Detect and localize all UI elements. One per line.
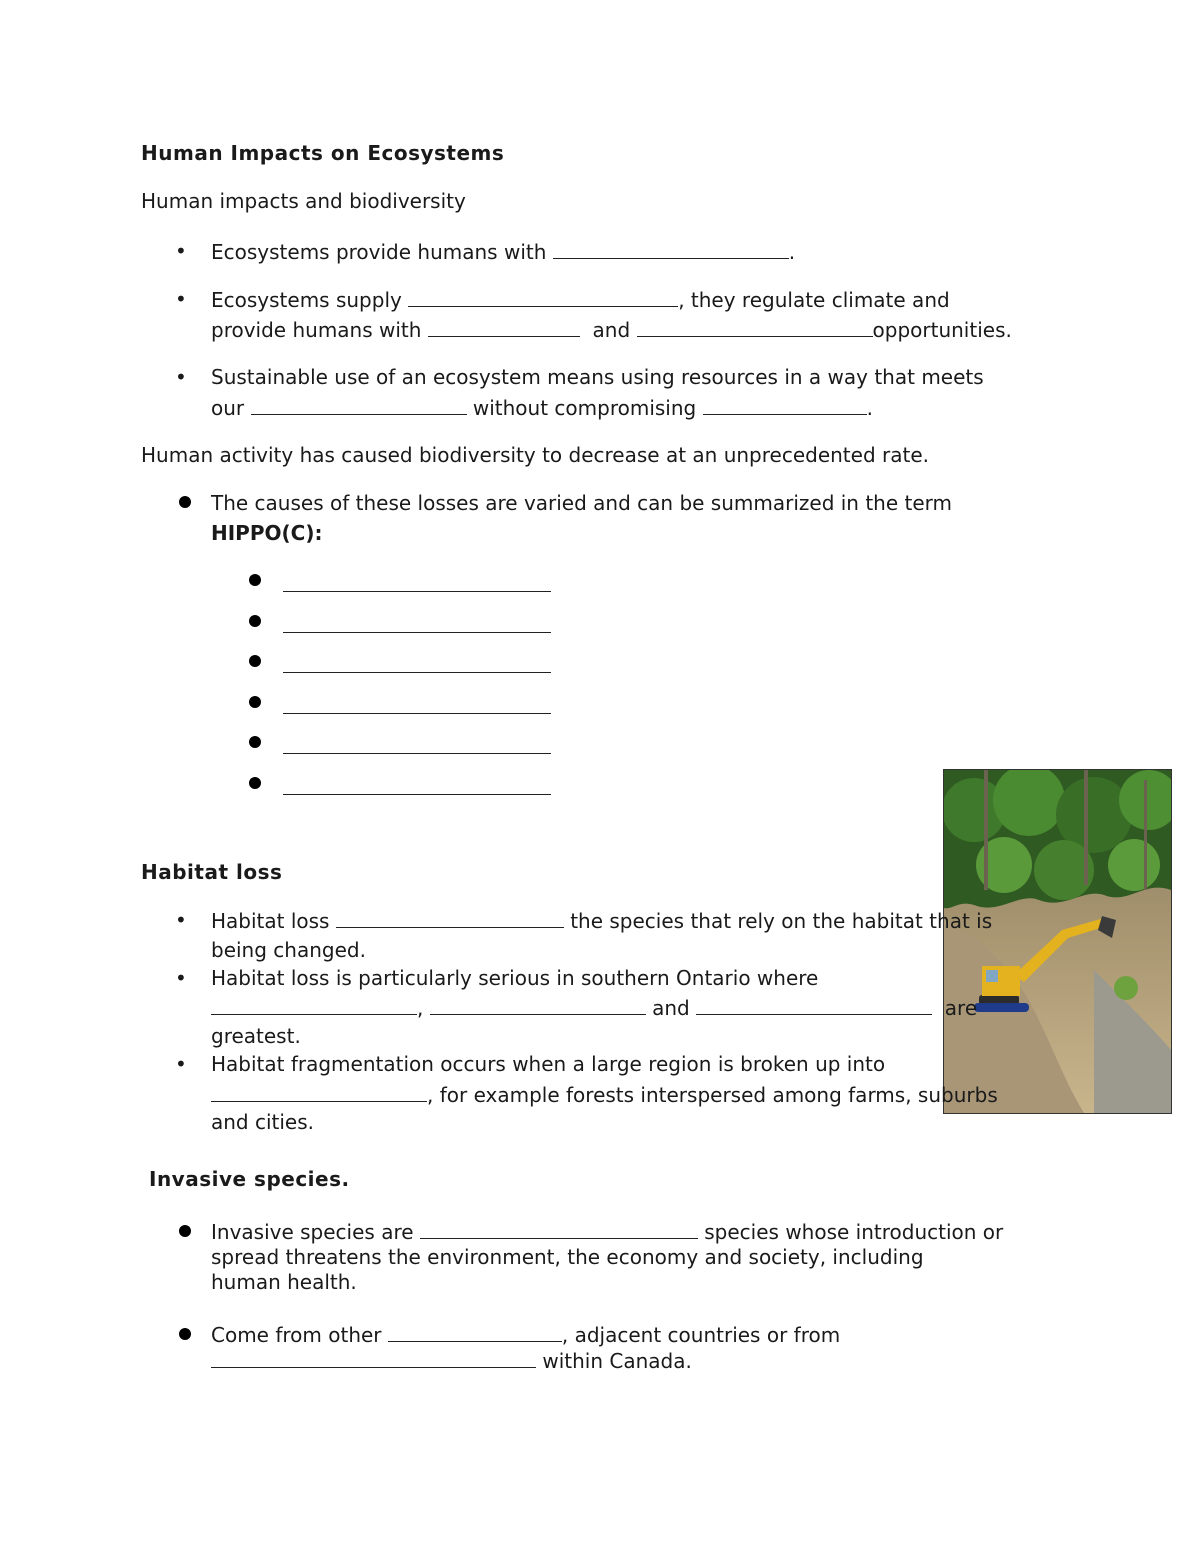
list-item bbox=[211, 905, 992, 936]
bullet-icon bbox=[179, 1328, 191, 1340]
hippo-term: HIPPO(C): bbox=[211, 521, 323, 545]
list-item-continuation: being changed. bbox=[211, 938, 366, 962]
list-item: Sustainable use of an ecosystem means using resources in a way that meets bbox=[211, 365, 984, 389]
item-text: Come from other bbox=[211, 1323, 382, 1347]
item-text: Ecosystems provide humans with bbox=[211, 240, 547, 264]
item-text: . bbox=[866, 396, 873, 420]
fill-in-blank[interactable] bbox=[211, 1345, 536, 1368]
bullet-icon bbox=[179, 496, 191, 508]
fill-in-blank[interactable] bbox=[283, 753, 551, 754]
fill-in-blank[interactable] bbox=[388, 1319, 562, 1342]
statement-text: Human activity has caused biodiversity to decrease at an unprecedented rate. bbox=[141, 443, 929, 467]
fill-in-blank[interactable] bbox=[553, 236, 789, 259]
fill-in-blank[interactable] bbox=[211, 1079, 427, 1102]
bullet-icon: • bbox=[175, 908, 187, 932]
fill-in-blank[interactable] bbox=[283, 632, 551, 633]
list-item bbox=[211, 284, 950, 315]
item-text: , for example forests interspersed among farms, suburbs bbox=[427, 1083, 998, 1107]
item-text: Habitat loss bbox=[211, 909, 330, 933]
item-text: , bbox=[417, 996, 424, 1020]
page-title: Human Impacts on Ecosystems bbox=[141, 141, 505, 165]
item-text: provide humans with bbox=[211, 318, 422, 342]
list-item: The causes of these losses are varied and can be summarized in the term bbox=[211, 491, 953, 515]
list-item-continuation bbox=[211, 392, 873, 423]
bullet-icon: • bbox=[175, 365, 187, 389]
bullet-icon: • bbox=[175, 287, 187, 311]
fill-in-blank[interactable] bbox=[430, 992, 646, 1015]
bullet-icon bbox=[179, 1225, 191, 1237]
fill-in-blank[interactable] bbox=[283, 713, 551, 714]
section-heading-invasive-species: Invasive species. bbox=[149, 1167, 350, 1191]
list-item-continuation: human health. bbox=[211, 1270, 357, 1294]
item-text: Invasive species are bbox=[211, 1220, 414, 1244]
section-heading-habitat-loss: Habitat loss bbox=[141, 860, 283, 884]
item-text: the species that rely on the habitat that is bbox=[570, 909, 993, 933]
list-item-continuation bbox=[211, 1345, 692, 1376]
list-item-continuation bbox=[211, 314, 1012, 345]
list-item-continuation bbox=[211, 1079, 998, 1110]
fill-in-blank[interactable] bbox=[283, 591, 551, 592]
list-item: Habitat fragmentation occurs when a large region is broken up into bbox=[211, 1052, 886, 1076]
bullet-icon bbox=[249, 777, 261, 789]
section-heading-biodiversity: Human impacts and biodiversity bbox=[141, 189, 466, 213]
list-item: Habitat loss is particularly serious in southern Ontario where bbox=[211, 966, 819, 990]
fill-in-blank[interactable] bbox=[211, 992, 417, 1015]
bullet-icon bbox=[249, 615, 261, 627]
bullet-icon bbox=[249, 696, 261, 708]
item-text: and bbox=[652, 996, 690, 1020]
item-text: species whose introduction or bbox=[704, 1220, 1004, 1244]
list-item-continuation: and cities. bbox=[211, 1110, 315, 1134]
item-text: are bbox=[944, 996, 978, 1020]
bullet-icon bbox=[249, 655, 261, 667]
fill-in-blank[interactable] bbox=[336, 905, 564, 928]
fill-in-blank[interactable] bbox=[637, 314, 873, 337]
list-item bbox=[211, 236, 795, 267]
bullet-icon bbox=[249, 736, 261, 748]
bullet-icon: • bbox=[175, 966, 187, 990]
bullet-icon: • bbox=[175, 239, 187, 263]
item-text: . bbox=[788, 240, 796, 264]
excavator-photo bbox=[943, 769, 1172, 1114]
fill-in-blank[interactable] bbox=[420, 1216, 698, 1239]
item-text: within Canada. bbox=[542, 1349, 692, 1373]
item-text: opportunities. bbox=[872, 318, 1012, 342]
list-item-continuation: spread threatens the environment, the economy and society, including bbox=[211, 1245, 924, 1269]
bullet-icon: • bbox=[175, 1052, 187, 1076]
item-text: , adjacent countries or from bbox=[561, 1323, 841, 1347]
item-text: Ecosystems supply bbox=[211, 288, 402, 312]
bullet-icon bbox=[249, 574, 261, 586]
item-text: without compromising bbox=[472, 396, 697, 420]
list-item-continuation bbox=[211, 992, 977, 1023]
item-text: and bbox=[592, 318, 631, 342]
fill-in-blank[interactable] bbox=[408, 284, 678, 307]
item-text: , they regulate climate and bbox=[678, 288, 950, 312]
item-text: our bbox=[211, 396, 245, 420]
fill-in-blank[interactable] bbox=[251, 392, 467, 415]
fill-in-blank[interactable] bbox=[428, 314, 580, 337]
list-item-continuation: greatest. bbox=[211, 1024, 301, 1048]
fill-in-blank[interactable] bbox=[696, 992, 932, 1015]
fill-in-blank[interactable] bbox=[703, 392, 867, 415]
fill-in-blank[interactable] bbox=[283, 794, 551, 795]
fill-in-blank[interactable] bbox=[283, 672, 551, 673]
